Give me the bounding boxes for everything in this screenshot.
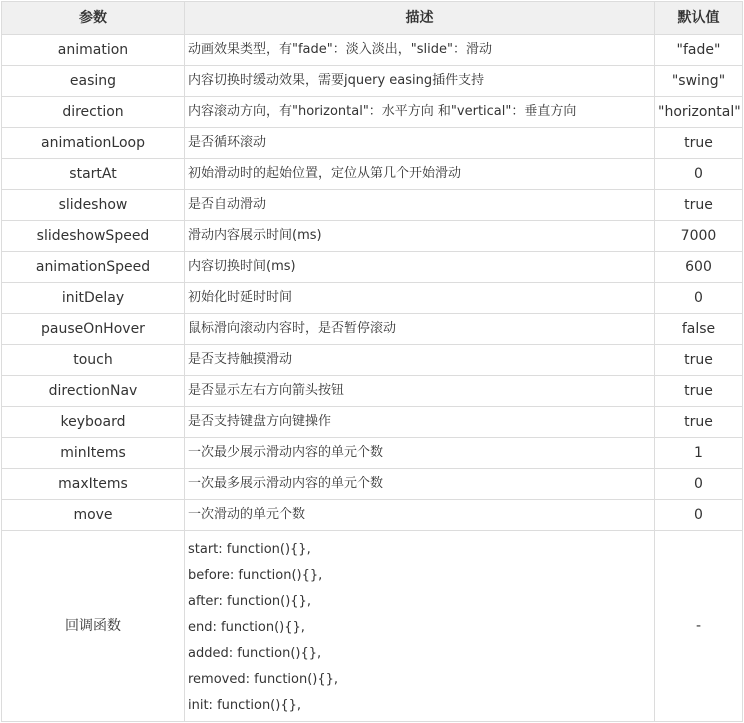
param-name: maxItems bbox=[2, 469, 185, 500]
param-default: true bbox=[655, 407, 743, 438]
param-description: 一次最少展示滑动内容的单元个数 bbox=[185, 438, 655, 469]
param-default: 600 bbox=[655, 252, 743, 283]
param-description: 内容切换时缓动效果，需要jquery easing插件支持 bbox=[185, 66, 655, 97]
param-name: initDelay bbox=[2, 283, 185, 314]
table-row bbox=[2, 376, 743, 407]
callbacks-row bbox=[2, 531, 743, 722]
param-description: 初始化时延时时间 bbox=[185, 283, 655, 314]
table-row bbox=[2, 66, 743, 97]
param-default: true bbox=[655, 128, 743, 159]
param-name: slideshowSpeed bbox=[2, 221, 185, 252]
param-name: animationLoop bbox=[2, 128, 185, 159]
param-description: 是否显示左右方向箭头按钮 bbox=[185, 376, 655, 407]
param-description: 一次最多展示滑动内容的单元个数 bbox=[185, 469, 655, 500]
param-description: 是否支持键盘方向键操作 bbox=[185, 407, 655, 438]
header-row bbox=[2, 2, 743, 35]
callback-line: start: function(){}, bbox=[188, 542, 311, 557]
param-description: 一次滑动的单元个数 bbox=[185, 500, 655, 531]
param-name: keyboard bbox=[2, 407, 185, 438]
param-description: 初始滑动时的起始位置，定位从第几个开始滑动 bbox=[185, 159, 655, 190]
table-row bbox=[2, 159, 743, 190]
callback-line: before: function(){}, bbox=[188, 568, 323, 583]
param-name: direction bbox=[2, 97, 185, 128]
param-name: animation bbox=[2, 35, 185, 66]
table-row bbox=[2, 252, 743, 283]
param-name: pauseOnHover bbox=[2, 314, 185, 345]
table-row bbox=[2, 345, 743, 376]
param-description: 鼠标滑向滚动内容时，是否暂停滚动 bbox=[185, 314, 655, 345]
param-default: 0 bbox=[655, 159, 743, 190]
callback-line: added: function(){}, bbox=[188, 646, 322, 661]
param-description: 是否自动滑动 bbox=[185, 190, 655, 221]
param-name: startAt bbox=[2, 159, 185, 190]
param-default: 0 bbox=[655, 500, 743, 531]
param-description: 动画效果类型，有"fade"：淡入淡出，"slide"：滑动 bbox=[185, 35, 655, 66]
table-row bbox=[2, 97, 743, 128]
param-description: 内容滚动方向，有"horizontal"：水平方向 和"vertical"：垂直方向 bbox=[185, 97, 655, 128]
table-body bbox=[2, 35, 743, 722]
param-default: true bbox=[655, 190, 743, 221]
param-description: 是否支持触摸滑动 bbox=[185, 345, 655, 376]
param-name: touch bbox=[2, 345, 185, 376]
param-name: slideshow bbox=[2, 190, 185, 221]
table-row bbox=[2, 407, 743, 438]
callback-line: removed: function(){}, bbox=[188, 672, 339, 687]
param-default: - bbox=[655, 531, 743, 722]
callbacks-list bbox=[185, 531, 655, 722]
table-row bbox=[2, 128, 743, 159]
callback-line: after: function(){}, bbox=[188, 594, 311, 609]
header-description: 描述 bbox=[185, 2, 655, 35]
param-default: "horizontal" bbox=[655, 97, 743, 128]
param-default: 0 bbox=[655, 283, 743, 314]
parameters-table bbox=[1, 1, 743, 722]
table-row bbox=[2, 35, 743, 66]
param-default: 1 bbox=[655, 438, 743, 469]
table-row bbox=[2, 438, 743, 469]
param-name: animationSpeed bbox=[2, 252, 185, 283]
param-name: move bbox=[2, 500, 185, 531]
param-default: true bbox=[655, 376, 743, 407]
header-default: 默认值 bbox=[655, 2, 743, 35]
param-default: true bbox=[655, 345, 743, 376]
param-name: 回调函数 bbox=[2, 531, 185, 722]
param-name: directionNav bbox=[2, 376, 185, 407]
table-row bbox=[2, 221, 743, 252]
param-default: false bbox=[655, 314, 743, 345]
param-name: easing bbox=[2, 66, 185, 97]
param-description: 滑动内容展示时间(ms) bbox=[185, 221, 655, 252]
param-default: "fade" bbox=[655, 35, 743, 66]
table-row bbox=[2, 190, 743, 221]
param-description: 内容切换时间(ms) bbox=[185, 252, 655, 283]
param-default: "swing" bbox=[655, 66, 743, 97]
table-row bbox=[2, 500, 743, 531]
table-row bbox=[2, 283, 743, 314]
header-param: 参数 bbox=[2, 2, 185, 35]
param-default: 7000 bbox=[655, 221, 743, 252]
callback-line: end: function(){}, bbox=[188, 620, 305, 635]
param-description: 是否循环滚动 bbox=[185, 128, 655, 159]
callback-line: init: function(){}, bbox=[188, 698, 301, 713]
table-row bbox=[2, 469, 743, 500]
param-name: minItems bbox=[2, 438, 185, 469]
table-row bbox=[2, 314, 743, 345]
param-default: 0 bbox=[655, 469, 743, 500]
